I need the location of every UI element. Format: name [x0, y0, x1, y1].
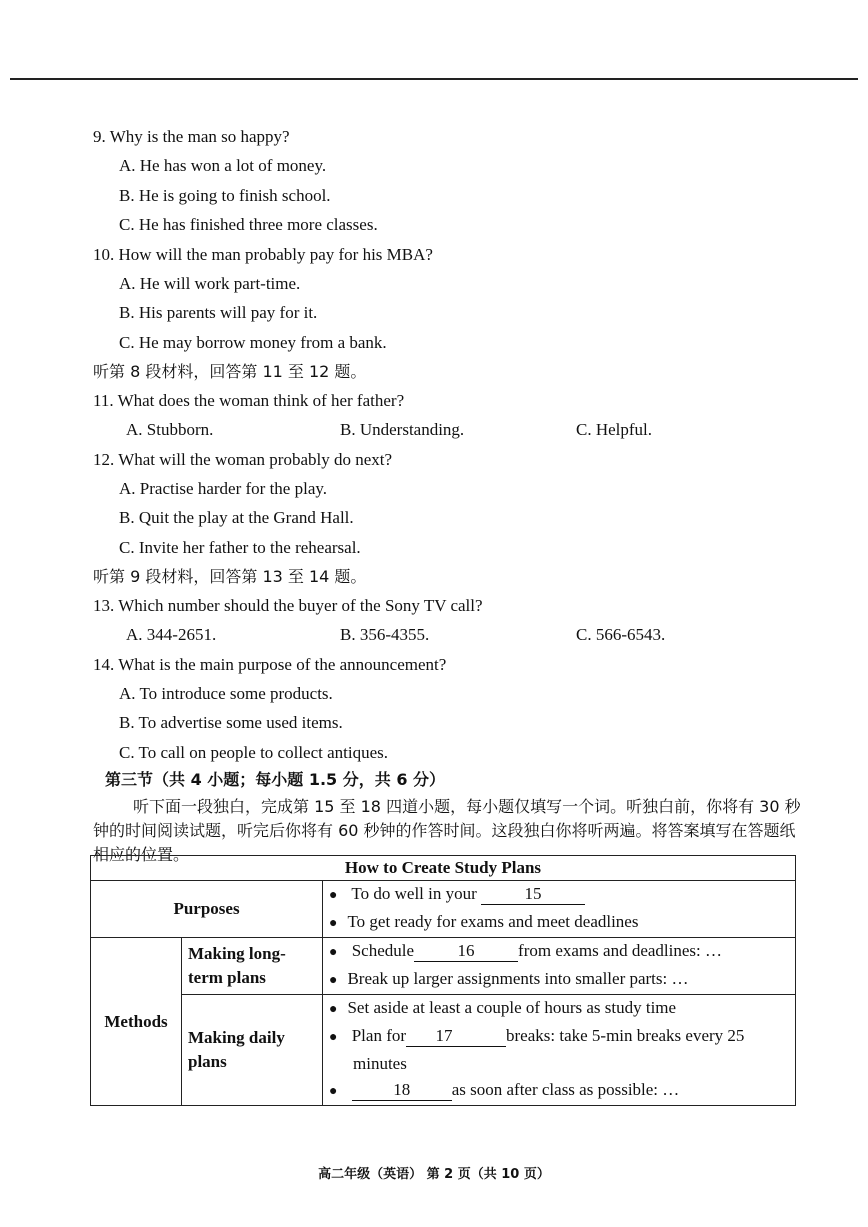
question-number: 13.: [93, 596, 115, 615]
question-10: [93, 240, 808, 269]
purpose-item-2: ● To get ready for exams and meet deadlines: [329, 909, 789, 937]
option-11c: C. Helpful.: [576, 420, 653, 439]
option-10b: B. His parents will pay for it.: [119, 303, 318, 322]
daily-plans-cell: [323, 995, 796, 1106]
section-3-instructions: 听下面一段独白，完成第 15 至 18 四道小题，每小题仅填写一个词。听独白前，你将有 30 秒钟的时间阅读试题，听完后你将有 60 秒钟的作答时间。这段独白你将听两遍。将答案填写在答题纸相应的位置。: [93, 797, 801, 864]
methods-label: Methods: [91, 938, 182, 1106]
question-14: [93, 650, 808, 679]
question-11: [93, 386, 808, 415]
option-14c: C. To call on people to collect antiques.: [119, 742, 389, 762]
question-12: [93, 445, 808, 474]
question-text: Which number should the buyer of the Sony TV call?: [118, 596, 483, 615]
option-12a: A. Practise harder for the play.: [119, 478, 328, 498]
option-12b: B. Quit the play at the Grand Hall.: [119, 508, 354, 527]
question-text: What is the main purpose of the announcement?: [118, 654, 447, 674]
question-number: 10.: [93, 244, 115, 264]
answer-blank-16[interactable]: 16: [414, 941, 518, 962]
top-rule: [10, 78, 858, 80]
option-10c: C. He may borrow money from a bank.: [119, 332, 387, 352]
page-footer: 高二年级（英语） 第 2 页（共 10 页）: [318, 1167, 550, 1182]
question-text: Why is the man so happy?: [109, 127, 290, 146]
question-13: [93, 591, 808, 620]
question-number: 11.: [93, 391, 114, 410]
daily-plans-label: Making daily plans: [182, 995, 323, 1106]
answer-blank-15[interactable]: 15: [481, 884, 585, 905]
options-row-11: [93, 415, 808, 445]
option-11a: A. Stubborn.: [126, 420, 214, 439]
study-plan-table: [90, 855, 796, 1106]
option-13c: C. 566-6543.: [576, 625, 666, 644]
question-area: [93, 122, 808, 867]
daily-item-1: ● Set aside at least a couple of hours as study time: [329, 995, 789, 1023]
options-row-13: [93, 620, 808, 650]
purposes-cell: [323, 881, 796, 938]
question-text: How will the man probably pay for his MBA?: [118, 244, 433, 264]
long-term-plans-label: Making long-term plans: [182, 938, 323, 995]
instruction-passage-8: 听第 8 段材料，回答第 11 至 12 题。: [93, 362, 367, 381]
purposes-label: Purposes: [91, 881, 323, 938]
daily-item-2: ● Plan for 17 breaks: take 5-min breaks every 25 minutes: [329, 1023, 789, 1077]
option-13a: A. 344-2651.: [126, 625, 217, 644]
question-text: What will the woman probably do next?: [118, 449, 393, 469]
option-9a: A. He has won a lot of money.: [119, 156, 327, 175]
long-term-item-1: ● Schedule 16 from exams and deadlines: …: [329, 938, 789, 966]
purpose-item-1: ● To do well in your 15: [329, 881, 789, 909]
long-term-item-2: ● Break up larger assignments into smaller parts: …: [329, 966, 789, 994]
daily-item-3: ● 18 as soon after class as possible: …: [329, 1077, 789, 1105]
instruction-passage-9: 听第 9 段材料，回答第 13 至 14 题。: [93, 567, 367, 586]
question-number: 12.: [93, 449, 115, 469]
long-term-plans-cell: [323, 938, 796, 995]
question-number: 9.: [93, 127, 106, 146]
answer-blank-18[interactable]: 18: [352, 1080, 452, 1101]
option-9c: C. He has finished three more classes.: [119, 215, 378, 234]
option-14a: A. To introduce some products.: [119, 683, 333, 703]
option-14b: B. To advertise some used items.: [119, 713, 343, 732]
question-text: What does the woman think of her father?: [117, 391, 405, 410]
answer-blank-17[interactable]: 17: [406, 1026, 506, 1047]
option-12c: C. Invite her father to the rehearsal.: [119, 537, 361, 557]
option-10a: A. He will work part-time.: [119, 273, 301, 293]
question-9: [93, 122, 808, 151]
option-13b: B. 356-4355.: [340, 625, 430, 644]
table-title: How to Create Study Plans: [91, 856, 796, 881]
section-3-title: 第三节（共 4 小题；每小题 1.5 分，共 6 分）: [105, 770, 446, 789]
option-9b: B. He is going to finish school.: [119, 185, 331, 205]
question-number: 14.: [93, 654, 115, 674]
option-11b: B. Understanding.: [340, 420, 465, 439]
